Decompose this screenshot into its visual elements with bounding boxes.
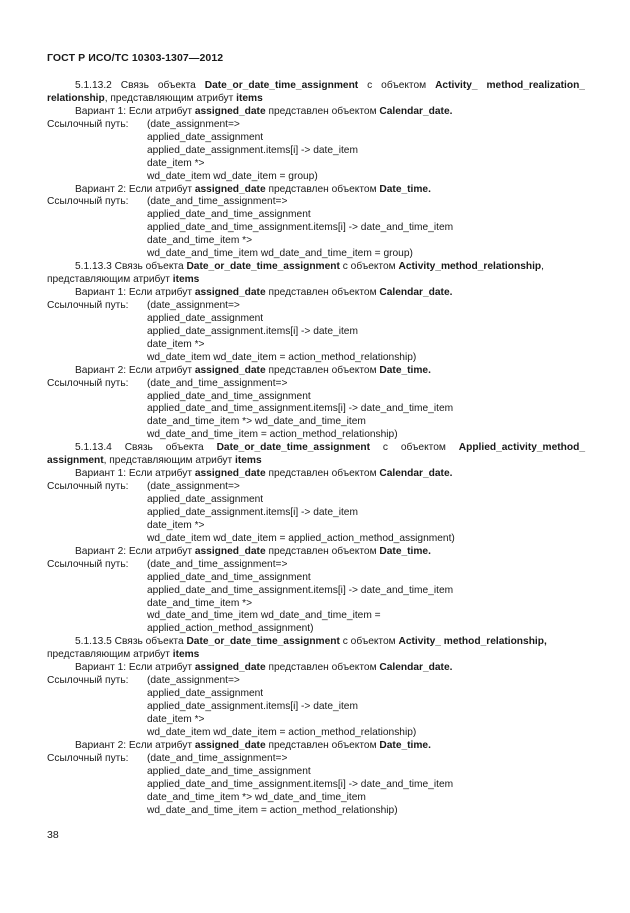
reference-path-line: applied_action_method_assignment): [147, 623, 314, 635]
reference-path-line: wd_date_and_time_item wd_date_and_time_item =: [147, 610, 381, 622]
section-heading: 5.1.13.4 Связь объекта Date_or_date_time_assignment с объектом Applied_activity_method_: [75, 442, 585, 454]
variant-line: Вариант 2: Если атрибут assigned_date представлен объектом Date_time.: [75, 545, 431, 557]
reference-path-label: Ссылочный путь:: [47, 558, 129, 570]
reference-path-line: date_and_time_item *>: [147, 597, 253, 609]
reference-path-line: date_and_time_item *> wd_date_and_time_item: [147, 416, 366, 428]
variant-line: Вариант 1: Если атрибут assigned_date представлен объектом Calendar_date.: [75, 287, 453, 298]
reference-path-line: applied_date_and_time_assignment: [147, 209, 311, 221]
variant-line: Вариант 2: Если атрибут assigned_date представлен объектом Date_time.: [75, 183, 431, 195]
variant-line: Вариант 1: Если атрибут assigned_date представлен объектом Calendar_date.: [75, 468, 453, 480]
reference-path-label: Ссылочный путь:: [47, 481, 129, 493]
reference-path-line: applied_date_assignment.items[i] -> date_item: [147, 144, 358, 156]
section-heading-cont: представляющим атрибут items: [47, 649, 200, 661]
reference-path-label: Ссылочный путь:: [47, 752, 129, 764]
reference-path-line: applied_date_assignment.items[i] -> date_item: [147, 701, 358, 712]
reference-path-line: applied_date_and_time_assignment: [147, 765, 311, 777]
reference-path-line: applied_date_assignment.items[i] -> date_item: [147, 506, 358, 518]
reference-path-line: date_and_time_item *>: [147, 235, 253, 247]
reference-path-line: Ссылочный путь: (date_assignment=>: [47, 118, 240, 130]
variant-line: Вариант 2: Если атрибут assigned_date представлен объектом Date_time.: [75, 739, 431, 751]
reference-path-line: wd_date_and_time_item wd_date_and_time_item = group): [147, 248, 413, 260]
reference-path-line: wd_date_item wd_date_item = group): [147, 170, 318, 182]
reference-path-line: applied_date_and_time_assignment: [147, 571, 311, 583]
reference-path-line: applied_date_and_time_assignment.items[i] -> date_and_time_item: [147, 403, 454, 415]
reference-path-line: applied_date_assignment: [147, 131, 264, 143]
variant-line: Вариант 2: Если атрибут assigned_date представлен объектом Date_time.: [75, 364, 431, 376]
reference-path-line: applied_date_assignment.items[i] -> date_item: [147, 325, 358, 337]
reference-path-line: wd_date_item wd_date_item = action_method_relationship): [147, 726, 417, 738]
reference-path-line: Ссылочный путь: (date_assignment=>: [47, 481, 240, 493]
reference-path-line: date_item *>: [147, 713, 205, 725]
reference-path-label: Ссылочный путь:: [47, 377, 129, 389]
reference-path-line: applied_date_and_time_assignment: [147, 390, 311, 402]
reference-path-line: applied_date_assignment: [147, 312, 264, 324]
section-heading-cont: assignment, представляющим атрибут items: [47, 455, 262, 467]
reference-path-line: Ссылочный путь: (date_assignment=>: [47, 299, 240, 311]
reference-path-line: applied_date_and_time_assignment.items[i] -> date_and_time_item: [147, 584, 454, 596]
reference-path-label: Ссылочный путь:: [47, 675, 129, 687]
variant-line: Вариант 1: Если атрибут assigned_date представлен объектом Calendar_date.: [75, 662, 453, 674]
reference-path-line: date_and_time_item *> wd_date_and_time_item: [147, 791, 366, 803]
reference-path-line: date_item *>: [147, 519, 205, 531]
reference-path-line: Ссылочный путь: (date_assignment=>: [47, 675, 240, 687]
reference-path-line: Ссылочный путь: (date_and_time_assignment=>: [47, 558, 288, 570]
reference-path-line: wd_date_and_time_item = action_method_relationship): [147, 429, 398, 441]
section-heading: 5.1.13.5 Связь объекта Date_or_date_time_assignment с объектом Activity_ method_relationship,: [75, 636, 547, 648]
page-number: 38: [47, 829, 59, 841]
reference-path-line: date_item *>: [147, 338, 205, 350]
reference-path-line: applied_date_assignment: [147, 494, 264, 505]
reference-path-line: applied_date_and_time_assignment.items[i] -> date_and_time_item: [147, 222, 454, 234]
reference-path-line: wd_date_and_time_item = action_method_relationship): [147, 804, 398, 816]
section-heading: 5.1.13.3 Связь объекта Date_or_date_time_assignment с объектом Activity_method_relationship,: [75, 261, 544, 273]
variant-line: Вариант 1: Если атрибут assigned_date представлен объектом Calendar_date.: [75, 105, 453, 117]
reference-path-line: wd_date_item wd_date_item = action_method_relationship): [147, 351, 417, 363]
section-heading-cont: relationship, представляющим атрибут items: [47, 92, 263, 104]
reference-path-label: Ссылочный путь:: [47, 299, 129, 311]
document-header: ГОСТ Р ИСО/ТС 10303-1307—2012: [47, 52, 224, 64]
reference-path-line: date_item *>: [147, 157, 205, 169]
section-heading: 5.1.13.2 Связь объекта Date_or_date_time_assignment с объектом Activity_ method_realization_: [75, 80, 585, 91]
reference-path-line: applied_date_assignment: [147, 688, 264, 700]
document-body: [47, 80, 585, 817]
reference-path-line: wd_date_item wd_date_item = applied_action_method_assignment): [147, 532, 455, 544]
reference-path-label: Ссылочный путь:: [47, 196, 129, 208]
reference-path-line: Ссылочный путь: (date_and_time_assignment=>: [47, 196, 288, 208]
reference-path-line: Ссылочный путь: (date_and_time_assignment=>: [47, 377, 288, 389]
reference-path-line: Ссылочный путь: (date_and_time_assignment=>: [47, 752, 288, 764]
reference-path-line: applied_date_and_time_assignment.items[i] -> date_and_time_item: [147, 778, 454, 790]
section-heading-cont: представляющим атрибут items: [47, 274, 200, 286]
reference-path-label: Ссылочный путь:: [47, 118, 129, 130]
